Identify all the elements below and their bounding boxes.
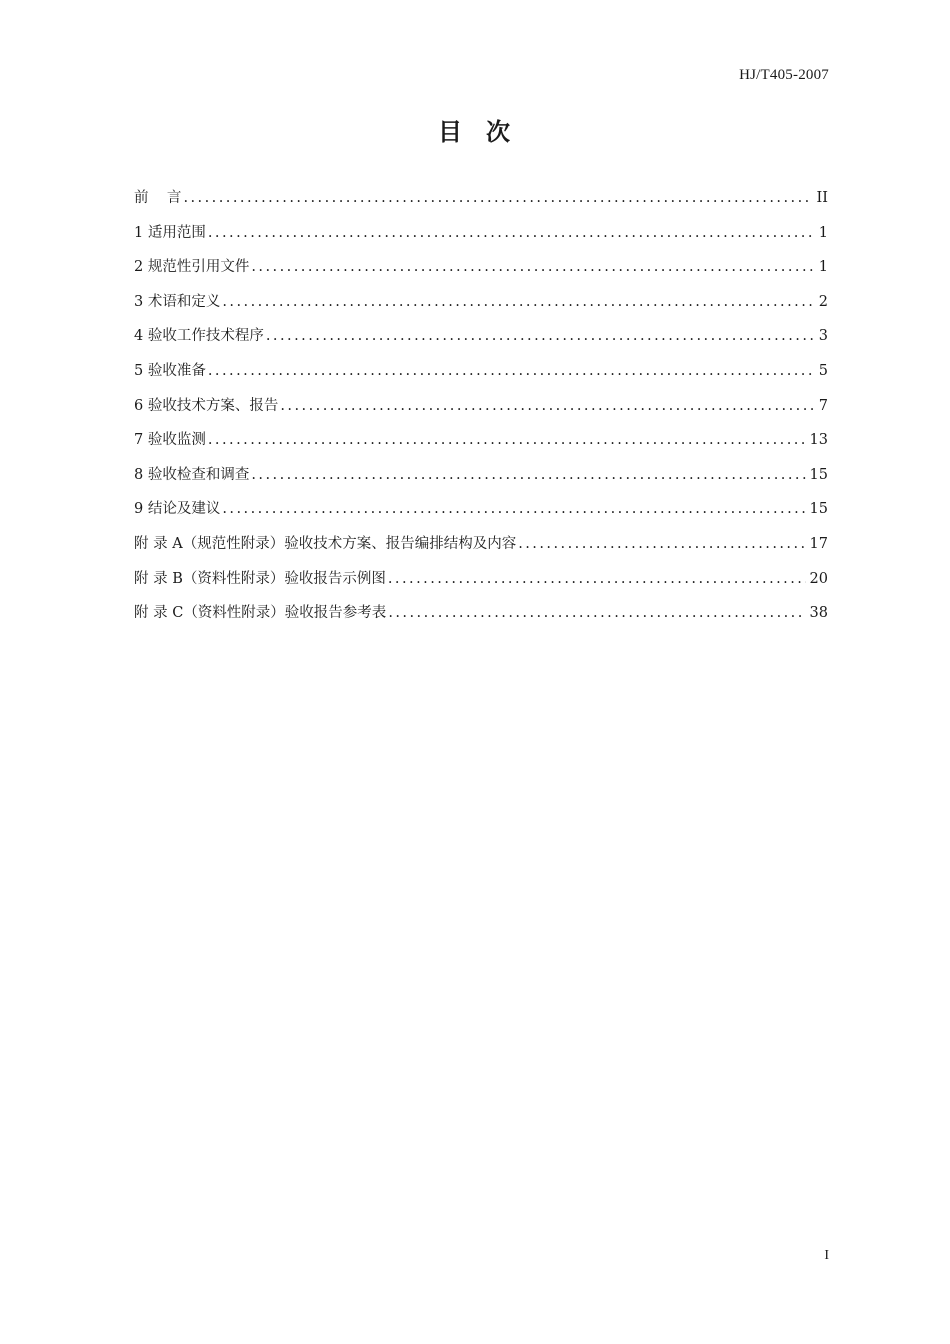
toc-entry-label: 6 验收技术方案、报告: [134, 397, 279, 414]
toc-dot-leader: [388, 571, 806, 587]
toc-entry-1[interactable]: [134, 221, 828, 256]
toc-entry-page: 20: [809, 570, 828, 587]
toc-entry-label: 5 验收准备: [134, 362, 206, 379]
toc-entry-appendix-a[interactable]: [134, 532, 828, 567]
toc-entry-7[interactable]: [134, 428, 828, 463]
toc-entry-label: 附 录 C（资料性附录）验收报告参考表: [134, 605, 387, 622]
toc-entry-label: 附 录 B（资料性附录）验收报告示例图: [134, 570, 386, 587]
toc-dot-leader: [208, 432, 806, 448]
page-title-part1: 目: [438, 118, 464, 146]
toc-entry-page: 17: [809, 535, 828, 552]
page-number: I: [824, 1248, 829, 1263]
toc-dot-leader: [388, 605, 805, 621]
toc-entry-page: 5: [818, 362, 828, 379]
toc-dot-leader: [251, 467, 805, 483]
toc-entry-page: 7: [818, 397, 828, 414]
toc-dot-leader: [266, 328, 814, 344]
toc-entry-5[interactable]: [134, 359, 828, 394]
toc-entry-page: 3: [818, 328, 828, 345]
toc-entry-label: 4 验收工作技术程序: [134, 328, 264, 345]
toc-entry-9[interactable]: [134, 497, 828, 532]
toc-entry-page: 1: [818, 259, 828, 276]
page-title: [0, 112, 950, 147]
toc-entry-2[interactable]: [134, 255, 828, 290]
table-of-contents: [134, 186, 828, 636]
toc-entry-appendix-b[interactable]: [134, 567, 828, 602]
toc-entry-page: 13: [809, 432, 828, 449]
document-code: HJ/T405-2007: [739, 67, 829, 83]
toc-dot-leader: [518, 536, 805, 552]
toc-entry-page: 2: [818, 293, 828, 310]
toc-entry-page: 15: [809, 466, 828, 483]
toc-entry-label: 9 结论及建议: [134, 501, 221, 518]
toc-entry-3[interactable]: [134, 290, 828, 325]
toc-dot-leader: [183, 190, 812, 206]
toc-entry-label: 1 适用范围: [134, 224, 206, 241]
toc-entry-4[interactable]: [134, 324, 828, 359]
toc-dot-leader: [222, 501, 805, 517]
toc-entry-label: 8 验收检查和调查: [134, 466, 250, 483]
toc-entry-label: 2 规范性引用文件: [134, 259, 250, 276]
toc-entry-page: 1: [818, 224, 828, 241]
toc-entry-label: 7 验收监测: [134, 432, 206, 449]
page-title-part2: 次: [486, 118, 512, 146]
toc-entry-label: 附 录 A（规范性附录）验收技术方案、报告编排结构及内容: [134, 535, 517, 552]
toc-entry-page: II: [816, 190, 828, 206]
toc-entry-8[interactable]: [134, 463, 828, 498]
toc-entry-label: 3 术语和定义: [134, 293, 221, 310]
toc-entry-6[interactable]: [134, 394, 828, 429]
toc-entry-label: 前 言: [134, 190, 182, 206]
toc-entry-appendix-c[interactable]: [134, 601, 828, 636]
toc-dot-leader: [208, 363, 814, 379]
toc-entry-page: 15: [809, 501, 828, 518]
toc-entry-foreword[interactable]: [134, 186, 828, 221]
toc-dot-leader: [251, 259, 814, 275]
toc-dot-leader: [208, 225, 814, 241]
toc-dot-leader: [222, 294, 814, 310]
toc-dot-leader: [280, 398, 814, 414]
toc-entry-page: 38: [809, 605, 828, 622]
